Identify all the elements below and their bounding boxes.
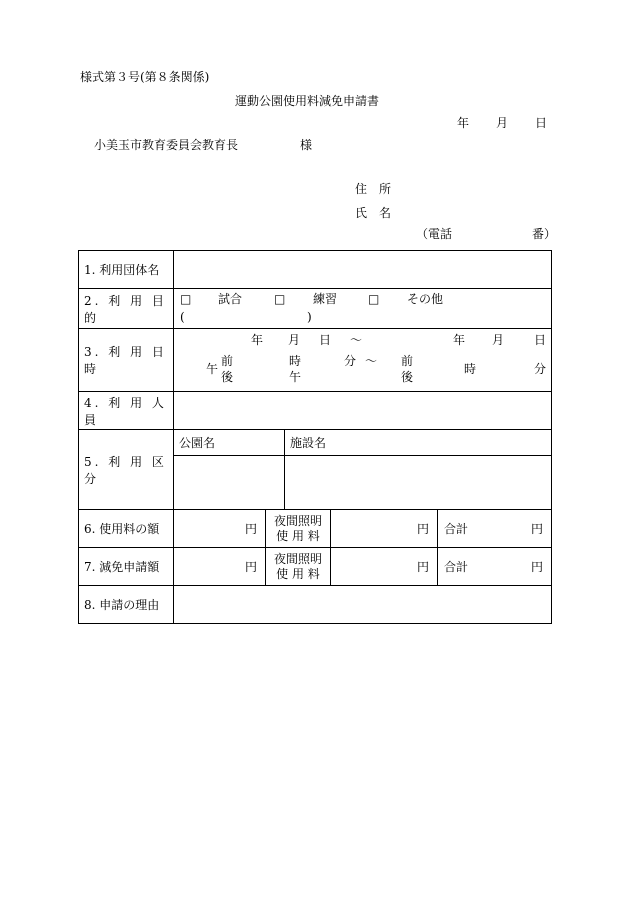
honorific: 様 — [300, 138, 313, 152]
option-practice: 練習 — [313, 292, 338, 306]
application-date — [457, 116, 547, 130]
usage-total-label: 合計 — [444, 522, 469, 536]
phone-suffix: 番） — [532, 227, 557, 241]
paren-open: ( — [180, 310, 185, 324]
park-name-field[interactable] — [174, 456, 285, 510]
col-facility-name: 施設名 — [285, 430, 552, 456]
datetime-field — [174, 329, 552, 392]
time-to-am: 前 — [401, 354, 414, 368]
label-usage-fee: 6. 使用料の額 — [79, 510, 174, 548]
usage-total-yen: 円 — [531, 522, 544, 536]
paren-close: ) — [307, 310, 312, 324]
to-day: 日 — [534, 333, 547, 347]
checkbox-other[interactable]: □ — [368, 292, 380, 306]
row-organization — [79, 251, 552, 289]
purpose-field — [174, 289, 552, 329]
date-range-separator: ～ — [350, 333, 363, 347]
checkbox-match[interactable]: □ — [180, 292, 192, 306]
reduction-lighting-label-1: 夜間照明 — [273, 551, 322, 566]
address-label: 住 所 — [355, 182, 392, 196]
date-year: 年 — [457, 116, 470, 130]
document-title: 運動公園使用料減免申請書 — [235, 94, 380, 108]
time-to-hour: 時 — [464, 362, 477, 376]
time-to-pm: 後 — [401, 370, 414, 384]
label-reduction-amount: 7. 減免申請額 — [79, 548, 174, 586]
phone-line — [416, 227, 556, 241]
from-month: 月 — [288, 333, 301, 347]
addressee-name: 小美玉市教育委員会教育長 — [94, 138, 239, 152]
time-range-separator: ～ — [365, 354, 378, 368]
from-day: 日 — [319, 333, 332, 347]
reduction-yen: 円 — [174, 548, 266, 586]
option-other: その他 — [407, 292, 444, 306]
participants-field[interactable] — [174, 392, 552, 430]
time-from-hour: 時 — [289, 354, 302, 368]
label-organization: 1. 利用団体名 — [79, 251, 174, 289]
from-year: 年 — [251, 333, 264, 347]
name-label: 氏 名 — [355, 206, 392, 220]
row-usage-header — [79, 430, 552, 456]
row-reason — [79, 586, 552, 624]
time-to-minute: 分 — [534, 362, 547, 376]
lighting-fee-label-2: 使 用 料 — [276, 528, 320, 543]
time-from-gozen-go: 午 — [206, 362, 219, 376]
date-day: 日 — [535, 116, 548, 130]
row-purpose — [79, 289, 552, 329]
row-usage-fee — [79, 510, 552, 548]
time-from-am: 前 — [221, 354, 234, 368]
to-month: 月 — [492, 333, 505, 347]
lighting-fee-label — [266, 510, 331, 548]
label-reason: 8. 申請の理由 — [79, 586, 174, 624]
organization-field[interactable] — [174, 251, 552, 289]
phone-label: （電話 — [416, 227, 453, 241]
reason-field[interactable] — [174, 586, 552, 624]
to-year: 年 — [453, 333, 466, 347]
option-match: 試合 — [218, 292, 243, 306]
row-participants — [79, 392, 552, 430]
reduction-lighting-label-2: 使 用 料 — [276, 566, 320, 581]
label-usage-category: 5. 利 用 区 分 — [79, 430, 174, 510]
form-number: 様式第３号(第８条関係) — [80, 70, 210, 84]
lighting-fee-yen: 円 — [331, 510, 438, 548]
time-from-minute: 分 — [344, 354, 357, 368]
addressee — [94, 138, 312, 152]
row-reduction-amount — [79, 548, 552, 586]
col-park-name: 公園名 — [174, 430, 285, 456]
reduction-total-cell — [438, 548, 552, 586]
checkbox-practice[interactable]: □ — [274, 292, 286, 306]
reduction-lighting-label — [266, 548, 331, 586]
reduction-total-yen: 円 — [531, 560, 544, 574]
time-to-noon: 午 — [289, 370, 302, 384]
label-participants: 4. 利 用 人 員 — [79, 392, 174, 430]
time-from-pm: 後 — [221, 370, 234, 384]
label-purpose: 2. 利 用 目 的 — [79, 289, 174, 329]
application-table — [78, 250, 552, 624]
row-datetime — [79, 329, 552, 392]
reduction-lighting-yen: 円 — [331, 548, 438, 586]
usage-fee-yen: 円 — [174, 510, 266, 548]
lighting-fee-label-1: 夜間照明 — [273, 513, 322, 528]
label-datetime: 3. 利 用 日 時 — [79, 329, 174, 392]
date-month: 月 — [496, 116, 509, 130]
facility-name-field[interactable] — [285, 456, 552, 510]
reduction-total-label: 合計 — [444, 560, 469, 574]
usage-total-cell — [438, 510, 552, 548]
